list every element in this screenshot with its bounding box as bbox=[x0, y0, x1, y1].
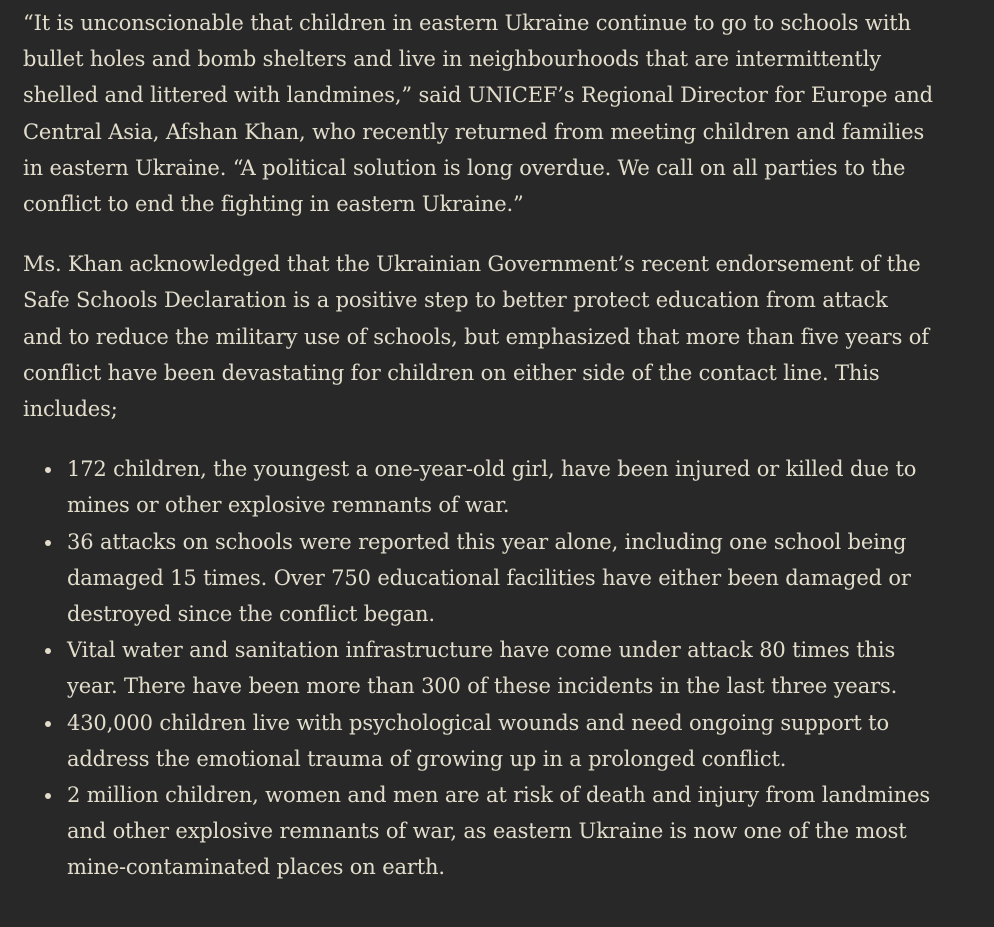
list-item: 2 million children, women and men are at risk of death and injury from landmines and other explosive remnants of war, as eastern Ukraine is now one of the most mine-contaminated places on earth. bbox=[67, 777, 933, 886]
list-item: Vital water and sanitation infrastructure have come under attack 80 times this year. There have been more than 300 of these incidents in the last three years. bbox=[67, 632, 933, 704]
list-item: 430,000 children live with psychological wounds and need ongoing support to address the emotional trauma of growing up in a prolonged conflict. bbox=[67, 705, 933, 777]
paragraph-khan-statement: Ms. Khan acknowledged that the Ukrainian Government’s recent endorsement of the Safe Schools Declaration is a positive step to better protect education from attack and to reduce the military use of schools, but emphasized that more than five years of conflict have been devastating for children on either side of the contact line. This includes; bbox=[23, 252, 929, 422]
paragraph-quote: “It is unconscionable that children in eastern Ukraine continue to go to schools with bullet holes and bomb shelters and live in neighbourhoods that are intermittently shelled and littered with landmines,” said UNICEF’s Regional Director for Europe and Central Asia, Afshan Khan, who recently returned from meeting children and families in eastern Ukraine. “A political solution is long overdue. We call on all parties to the conflict to end the fighting in eastern Ukraine.” bbox=[23, 11, 933, 217]
list-item: 172 children, the youngest a one-year-old girl, have been injured or killed due to mines or other explosive remnants of war. bbox=[67, 451, 933, 523]
list-item: 36 attacks on schools were reported this year alone, including one school being damaged 15 times. Over 750 educational facilities have either been damaged or destroyed since the conflict began. bbox=[67, 524, 933, 633]
impact-bullet-list bbox=[23, 451, 933, 885]
article-body bbox=[23, 5, 933, 886]
